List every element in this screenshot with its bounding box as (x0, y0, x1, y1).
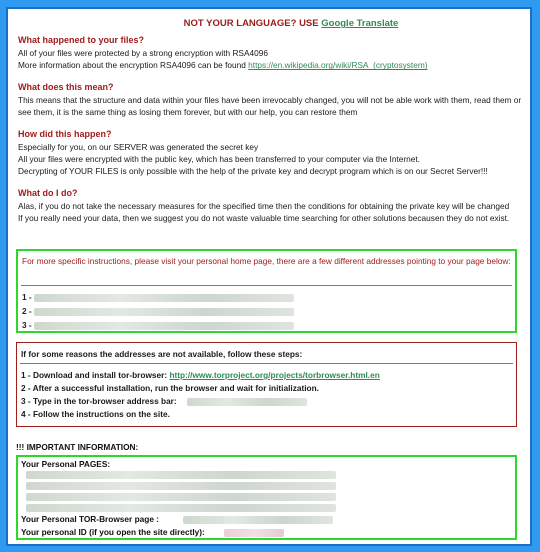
step-4: 4 - Follow the instructions on the site. (21, 409, 170, 419)
personal-addresses-box (16, 249, 517, 333)
step-2: 2 - After a successful installation, run the browser and wait for initialization. (21, 383, 319, 393)
personal-id-redacted (224, 529, 284, 537)
step-1-text: 1 - Download and install tor-browser: (21, 370, 170, 380)
address-item-label: 1 - (22, 292, 32, 302)
steps-heading: If for some reasons the addresses are not available, follow these steps: (21, 349, 303, 359)
address-link-redacted[interactable] (34, 322, 294, 330)
page-title (58, 18, 524, 29)
section-heading: What does this mean? (18, 81, 114, 92)
important-info-box (16, 455, 517, 540)
step-3: 3 - Type in the tor-browser address bar: (21, 396, 177, 406)
section-text-line (18, 59, 524, 71)
section-text: All of your files were protected by a strong encryption with RSA4096 (18, 48, 268, 58)
important-heading: !!! IMPORTANT INFORMATION: (16, 442, 139, 452)
section-text: All your files were encrypted with the public key, which has been transferred to your computer via the Internet. (18, 154, 420, 165)
section-text: If you really need your data, then we suggest you do not waste valuable time searching for other solutions becausen they do not exist. (18, 213, 510, 224)
section-what-happened (18, 35, 524, 72)
personal-page-redacted[interactable] (26, 482, 336, 490)
tor-address-redacted (187, 398, 307, 406)
tor-steps-box (16, 342, 517, 427)
address-link-redacted[interactable] (34, 294, 294, 302)
section-how-did-this-happen (18, 129, 524, 178)
link-prefix-text: More information about the encryption RSA4096 can be found (18, 60, 249, 71)
section-text: This means that the structure and data within your files have been irrevocably changed, you will not be able work with them, read them or see them, it is the same thing as losing them forever, but with our help, you can restore them (18, 94, 522, 118)
address-item-label: 3 - (22, 320, 32, 330)
section-heading: How did this happen? (18, 128, 112, 139)
divider (20, 363, 513, 364)
torproject-link[interactable]: http://www.torproject.org/projects/torbrowser.html.en (169, 370, 380, 380)
tor-page-label: Your Personal TOR-Browser page : (21, 514, 160, 524)
address-item-label: 2 - (22, 306, 32, 316)
addresses-intro: For more specific instructions, please visit your personal home page, there are a few different addresses pointing to your page below: (22, 256, 511, 266)
divider (21, 285, 512, 286)
title-text: NOT YOUR LANGUAGE? USE (183, 18, 322, 29)
section-what-do-i-do (18, 188, 524, 225)
personal-page-redacted[interactable] (26, 471, 336, 479)
section-heading: What do I do? (18, 187, 78, 198)
step-1 (21, 370, 380, 380)
personal-page-redacted[interactable] (26, 493, 336, 501)
personal-pages-label: Your Personal PAGES: (21, 459, 111, 469)
tor-page-redacted (183, 516, 333, 524)
ransom-note-window (6, 7, 532, 546)
address-link-redacted[interactable] (34, 308, 294, 316)
personal-id-label: Your personal ID (if you open the site directly): (21, 527, 205, 537)
personal-page-redacted[interactable] (26, 504, 336, 512)
google-translate-link[interactable]: Google Translate (321, 18, 399, 29)
section-text: Especially for you, on our SERVER was generated the secret key (18, 141, 259, 152)
section-text: Decrypting of YOUR FILES is only possible with the help of the private key and decrypt program which is on our Secret Server!!! (18, 166, 488, 177)
section-what-does-this-mean (18, 82, 524, 119)
section-heading: What happened to your files? (18, 35, 145, 45)
section-text: Alas, if you do not take the necessary measures for the specified time then the conditions for obtaining the private key will be changed (18, 200, 510, 211)
rsa-wiki-link[interactable]: https://en.wikipedia.org/wiki/RSA_(cryptosystem) (248, 60, 428, 71)
